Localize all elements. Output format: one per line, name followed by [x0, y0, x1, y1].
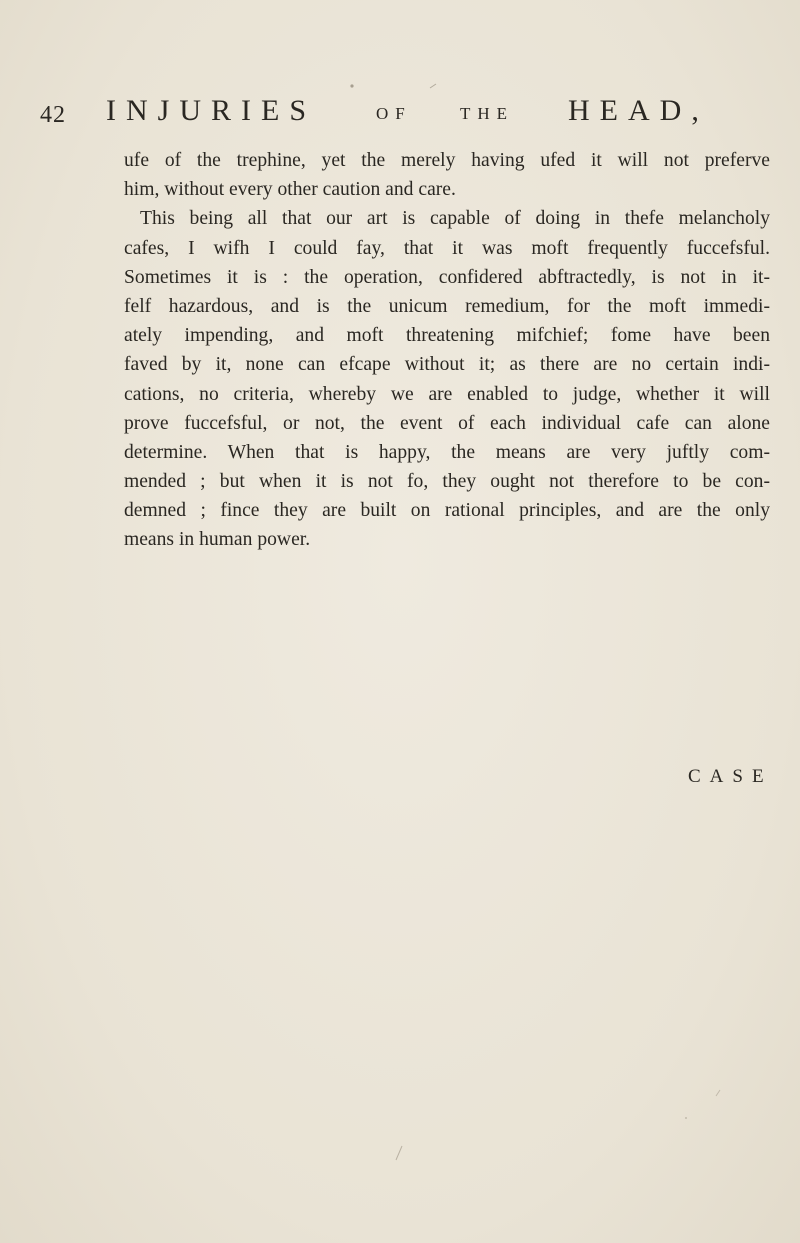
- text-line: felf hazardous, and is the unicum remedium, for the moft immedi-: [124, 295, 770, 317]
- text-line: him, without every other caution and care.: [124, 179, 456, 201]
- running-head-word-head: HEAD,: [568, 94, 709, 127]
- text-line: mended ; but when it is not fo, they ought not therefore to be con-: [124, 471, 770, 493]
- text-line: ufe of the trephine, yet the merely having ufed it will not preferve: [124, 150, 770, 171]
- text-line: determine. When that is happy, the means are very juftly com-: [124, 441, 770, 463]
- text-line: demned ; fince they are built on rational principles, and are the only: [124, 500, 770, 522]
- body-text: [124, 146, 770, 555]
- running-head: [40, 92, 780, 136]
- text-line: faved by it, none can efcape without it; as there are no certain indi-: [124, 354, 770, 376]
- running-head-word-injuries: INJURIES: [106, 94, 317, 127]
- text-line: cafes, I wifh I could fay, that it was moft frequently fuccefsful.: [124, 237, 770, 259]
- text-line: means in human power.: [124, 529, 311, 551]
- text-line: cations, no criteria, whereby we are enabled to judge, whether it will: [124, 383, 770, 405]
- running-head-word-the: THE: [460, 104, 515, 123]
- text-line: Sometimes it is : the operation, confidered abftractedly, is not in it-: [124, 266, 770, 288]
- catchword: CASE: [688, 766, 773, 787]
- page-number: 42: [40, 102, 66, 128]
- running-head-word-of: OF: [376, 104, 412, 123]
- text-line: This being all that our art is capable of doing in thefe melancholy: [140, 208, 770, 230]
- text-line: ately impending, and moft threatening mifchief; fome have been: [124, 325, 770, 347]
- text-line: prove fuccefsful, or not, the event of each individual cafe can alone: [124, 412, 770, 434]
